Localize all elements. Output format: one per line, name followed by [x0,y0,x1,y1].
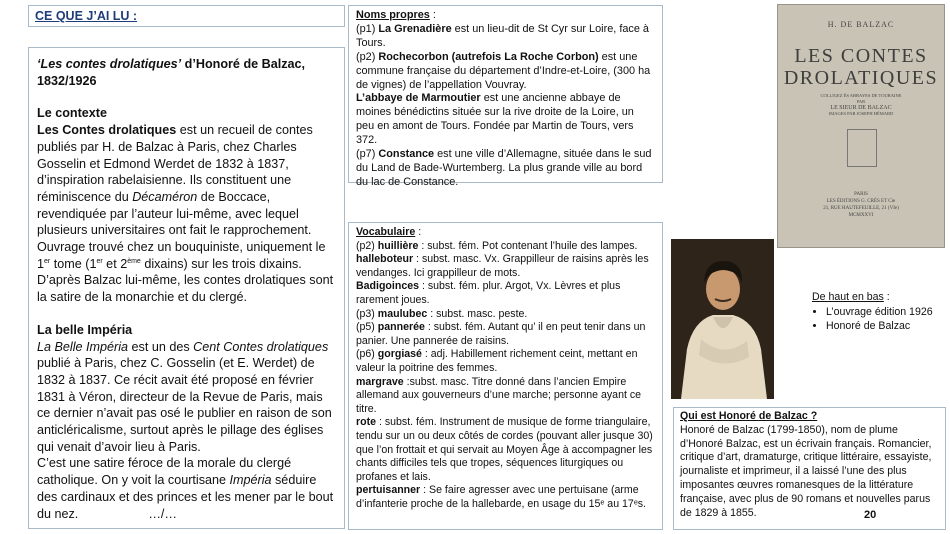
imperia-paragraph: La Belle Impéria est un des Cent Contes drolatiques publié à Paris, chez C. Gosselin (et E. Werdet) de 1832 à 1837. Ce récit avait été proposé en février 1831 à Véron, directeur de la Revue de Paris, mais ce dernier n’avait pas osé le publier en raison de son anticléricalisme, surtout après le pillage des églises qui venait d’avoir lieu à Paris. [37,339,332,454]
context-paragraph: Les Contes drolatiques est un recueil de contes publiés par H. de Balzac à Paris, chez Charles Gosselin et Edmond Werdet de 1832 à 1837, d’inspiration rabelaisienne. Ils constituent une réminiscence du Décaméron de Boccace, revendiquée par l’auteur lui-même, avec lequel plusieurs universitaires ont fait le rapprochement. Ouvrage trouvé chez un bouquiniste, uniquement le 1er tome (1er et 2ème dixains) sur les trois dixains. D’après Balzac lui-même, les contes drolatiques sont la satire de la monarchie et du clergé. [37,123,334,305]
biography-text: Honoré de Balzac (1799-1850), nom de plume d’Honoré Balzac, est un écrivain français. Romancier, critique d’art, dramaturge, critique littéraire, essayiste, journaliste et imprimeur, il a laissé l’une des plus imposantes œuvres romanesques de la littérature française, avec plus de 90 romans et nouvelles parus de 1829 à 1855. [680,423,932,519]
vocabulary-heading: Vocabulaire : [356,226,422,238]
image-legend: De haut en bas : • L’ouvrage édition 1926 • Honoré de Balzac [812,290,947,333]
main-text-box [28,47,345,529]
cover-title: LES CONTES DROLATIQUES [783,45,939,89]
page-number: 20 [864,509,877,521]
section-title: CE QUE J’AI LU : [35,9,138,23]
proper-name-item: (p2) Rochecorbon (autrefois La Roche Corbon) est une commune française du département d’Indre-et-Loire, (300 ha de vignes) de l’appellation Vouvray. [356,50,651,91]
proper-name-item: (p1) La Grenadière est un lieu-dit de St Cyr sur Loire, face à Tours. [356,22,649,49]
proper-names-box [348,5,663,188]
vocabulary-item: rote : subst. fém. Instrument de musique de forme triangulaire, tendu sur un ou deux côtés de cordes (pouvant aller jusque 30) que l’on frottait et qui servait au Moyen Âge à accompagner les chants difficiles tels que tropes, séquences liturgiques ou profanes et lais. [356,416,653,483]
vocabulary-item: (p6) gorgiasé : adj. Habillement richement ceint, mettant en valeur la poitrine des femmes. [356,348,638,374]
legend-item: • Honoré de Balzac [826,319,947,333]
proper-name-item: L’abbaye de Marmoutier est une ancienne abbaye de moines bénédictins située sur la rive droite de la Loire, un peu en amont de Tours. Fondée par Martin de Tours, vers 372. [356,92,634,147]
book-cover-image [777,4,945,248]
biography-heading: Qui est Honoré de Balzac ? [680,410,818,422]
book-title: ‘Les contes drolatiques’ d’Honoré de Balzac, 1832/1926 [37,57,306,88]
vocabulary-item: (p3) maulubec : subst. masc. peste. [356,307,528,320]
vocabulary-item: (p5) pannerée : subst. fém. Autant qu’ il en peut tenir dans un panier. Une pannerée de raisins. [356,321,646,347]
balzac-portrait-image [671,239,774,399]
continued-marker: …/… [148,506,177,521]
legend-title: De haut en bas [812,291,884,303]
cover-subtitle: COLLIGEZ ÈS ABBAYES DE TOURAINE PAR LE SIEUR DE BALZAC IMAGES PAR JOSEPH HÉMARD [820,93,902,116]
section-title-box [28,5,345,27]
cover-author: H. DE BALZAC [827,20,895,29]
legend-item: • L’ouvrage édition 1926 [826,305,947,319]
portrait-drawing [671,239,774,399]
proper-name-item: (p7) Constance est une ville d’Allemagne, située dans le sud du Land de Bade-Wurtemberg. La plus grande ville au bord du lac de Constance. [356,148,652,188]
vocabulary-item: halleboteur : subst. masc. Vx. Grappilleur de raisins après les vendanges. Ici grappilleur de mots. [356,253,649,279]
vocabulary-item: (p2) huillière : subst. fém. Pot contenant l’huile des lampes. [356,239,638,252]
cover-publisher: PARIS LES ÉDITIONS G. CRÈS ET Cie 21, RUE HAUTEFEUILLE, 21 (VIe) MCMXXVI [823,192,899,218]
vocabulary-item: margrave :subst. masc. Titre donné dans l’ancien Empire allemand aux gouverneurs d’une marche; personne ayant ce titre. [356,375,642,415]
context-heading: Le contexte [37,106,107,121]
cover-emblem [847,129,877,167]
proper-names-heading: Noms propres : [356,9,436,21]
vocabulary-item: pertuisanner : Se faire agresser avec une pertuisane (arme d’infanterie proche de la hallebarde, en usage du 15ᵉ au 17ᵉs. [356,484,646,510]
imperia-heading: La belle Impéria [37,322,133,337]
biography-box [673,407,946,530]
vocabulary-box [348,222,663,530]
imperia-paragraph-2: C’est une satire féroce de la morale du clergé catholique. On y voit la courtisane Impéria séduire des cardinaux et des princes et les mener par le bout du nez. …/… [37,456,334,521]
vocabulary-item: Badigoinces : subst. fém. plur. Argot, Vx. Lèvres et plus rarement joues. [356,280,621,306]
